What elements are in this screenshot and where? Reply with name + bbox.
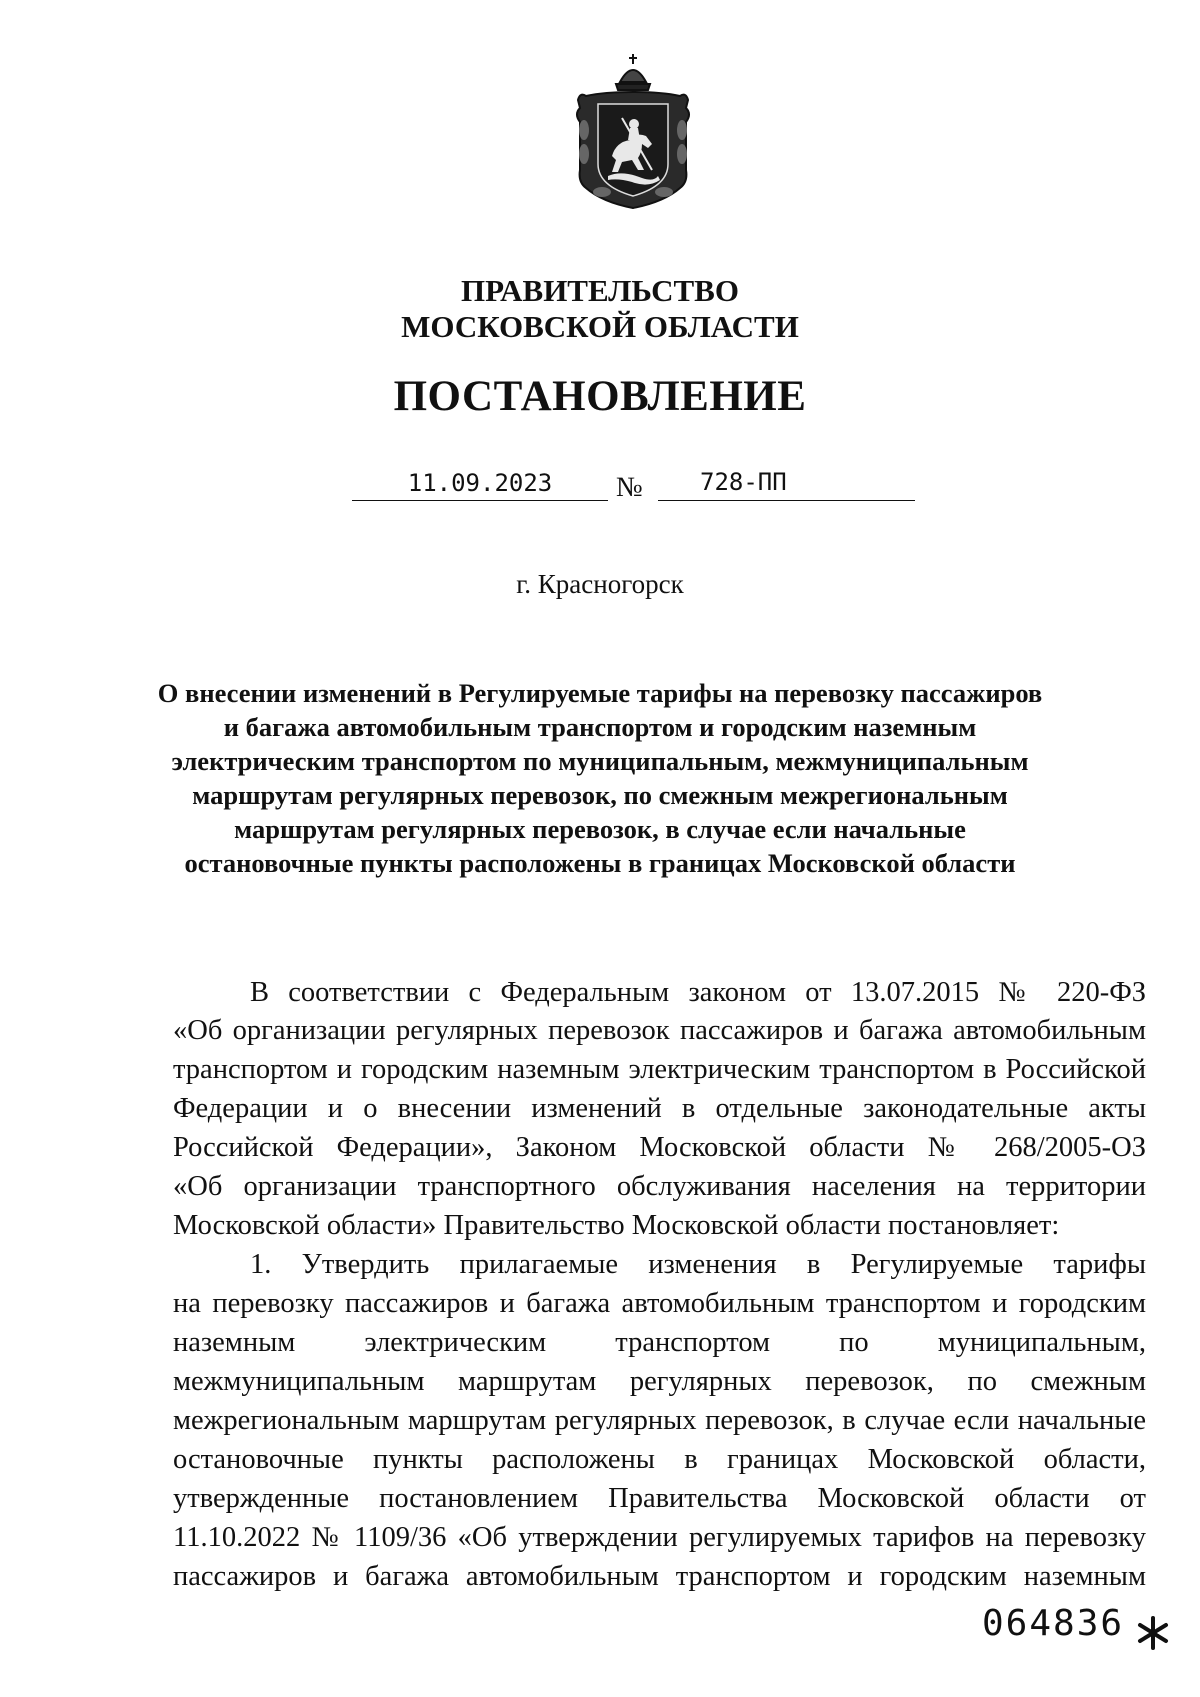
date-underline [352,500,608,501]
subject-line: и багажа автомобильным транспортом и городским наземным [223,712,977,742]
body-line: на перевозку пассажиров и багажа автомобильным транспортом и городским [173,1288,1146,1319]
subject-line: электрическим транспортом по муниципальным, межмуниципальным [171,746,1029,776]
body-line: «Об организации транспортного обслуживания населения на территории [173,1171,1146,1202]
body-line: утвержденные постановлением Правительства Московской области от [173,1483,1146,1514]
form-serial-number: 064836 [982,1603,1125,1644]
subject-line: остановочные пункты расположены в границах Московской области [184,848,1016,878]
number-underline [658,500,915,501]
document-city: г. Красногорск [516,569,684,599]
body-line: Российской Федерации», Законом Московской области № 268/2005-ОЗ [173,1132,1146,1163]
document-number: 728-ПП [700,468,787,496]
document-type-title: ПОСТАНОВЛЕНИЕ [393,373,807,420]
subject-line: О внесении изменений в Регулируемые тарифы на перевозку пассажиров [157,678,1043,708]
body-line: транспортом и городским наземным электрическим транспортом в Российской [173,1054,1146,1085]
body-line: остановочные пункты расположены в границах Московской области, [173,1444,1146,1475]
body-line: пассажиров и багажа автомобильным транспортом и городским наземным [173,1561,1146,1592]
body-line: Федерации и о внесении изменений в отдельные законодательные акты [173,1093,1146,1124]
body-line: Московской области» Правительство Московской области постановляет: [173,1210,1060,1241]
organization-name-line-2: МОСКОВСКОЙ ОБЛАСТИ [401,309,799,344]
coat-of-arms-emblem [572,52,694,212]
body-line: межрегиональным маршрутам регулярных перевозок, в случае если начальные [173,1405,1146,1436]
body-line: В соответствии с Федеральным законом от 13.07.2015 № 220-ФЗ [250,977,1146,1008]
body-line: 1. Утвердить прилагаемые изменения в Регулируемые тарифы [250,1249,1146,1280]
organization-name-line-1: ПРАВИТЕЛЬСТВО [461,273,739,308]
number-sign: № [616,472,643,503]
body-line: 11.10.2022 № 1109/36 «Об утверждении регулируемых тарифов на перевозку [173,1522,1146,1553]
body-line: «Об организации регулярных перевозок пассажиров и багажа автомобильным [173,1015,1146,1046]
body-line: наземным электрическим транспортом по муниципальным, [173,1327,1146,1358]
subject-line: маршрутам регулярных перевозок, по смежным межрегиональным [192,780,1008,810]
asterisk-icon [1135,1615,1171,1651]
subject-line: маршрутам регулярных перевозок, в случае если начальные [234,814,966,844]
document-date: 11.09.2023 [407,469,553,497]
body-line: межмуниципальным маршрутам регулярных перевозок, по смежным [173,1366,1146,1397]
